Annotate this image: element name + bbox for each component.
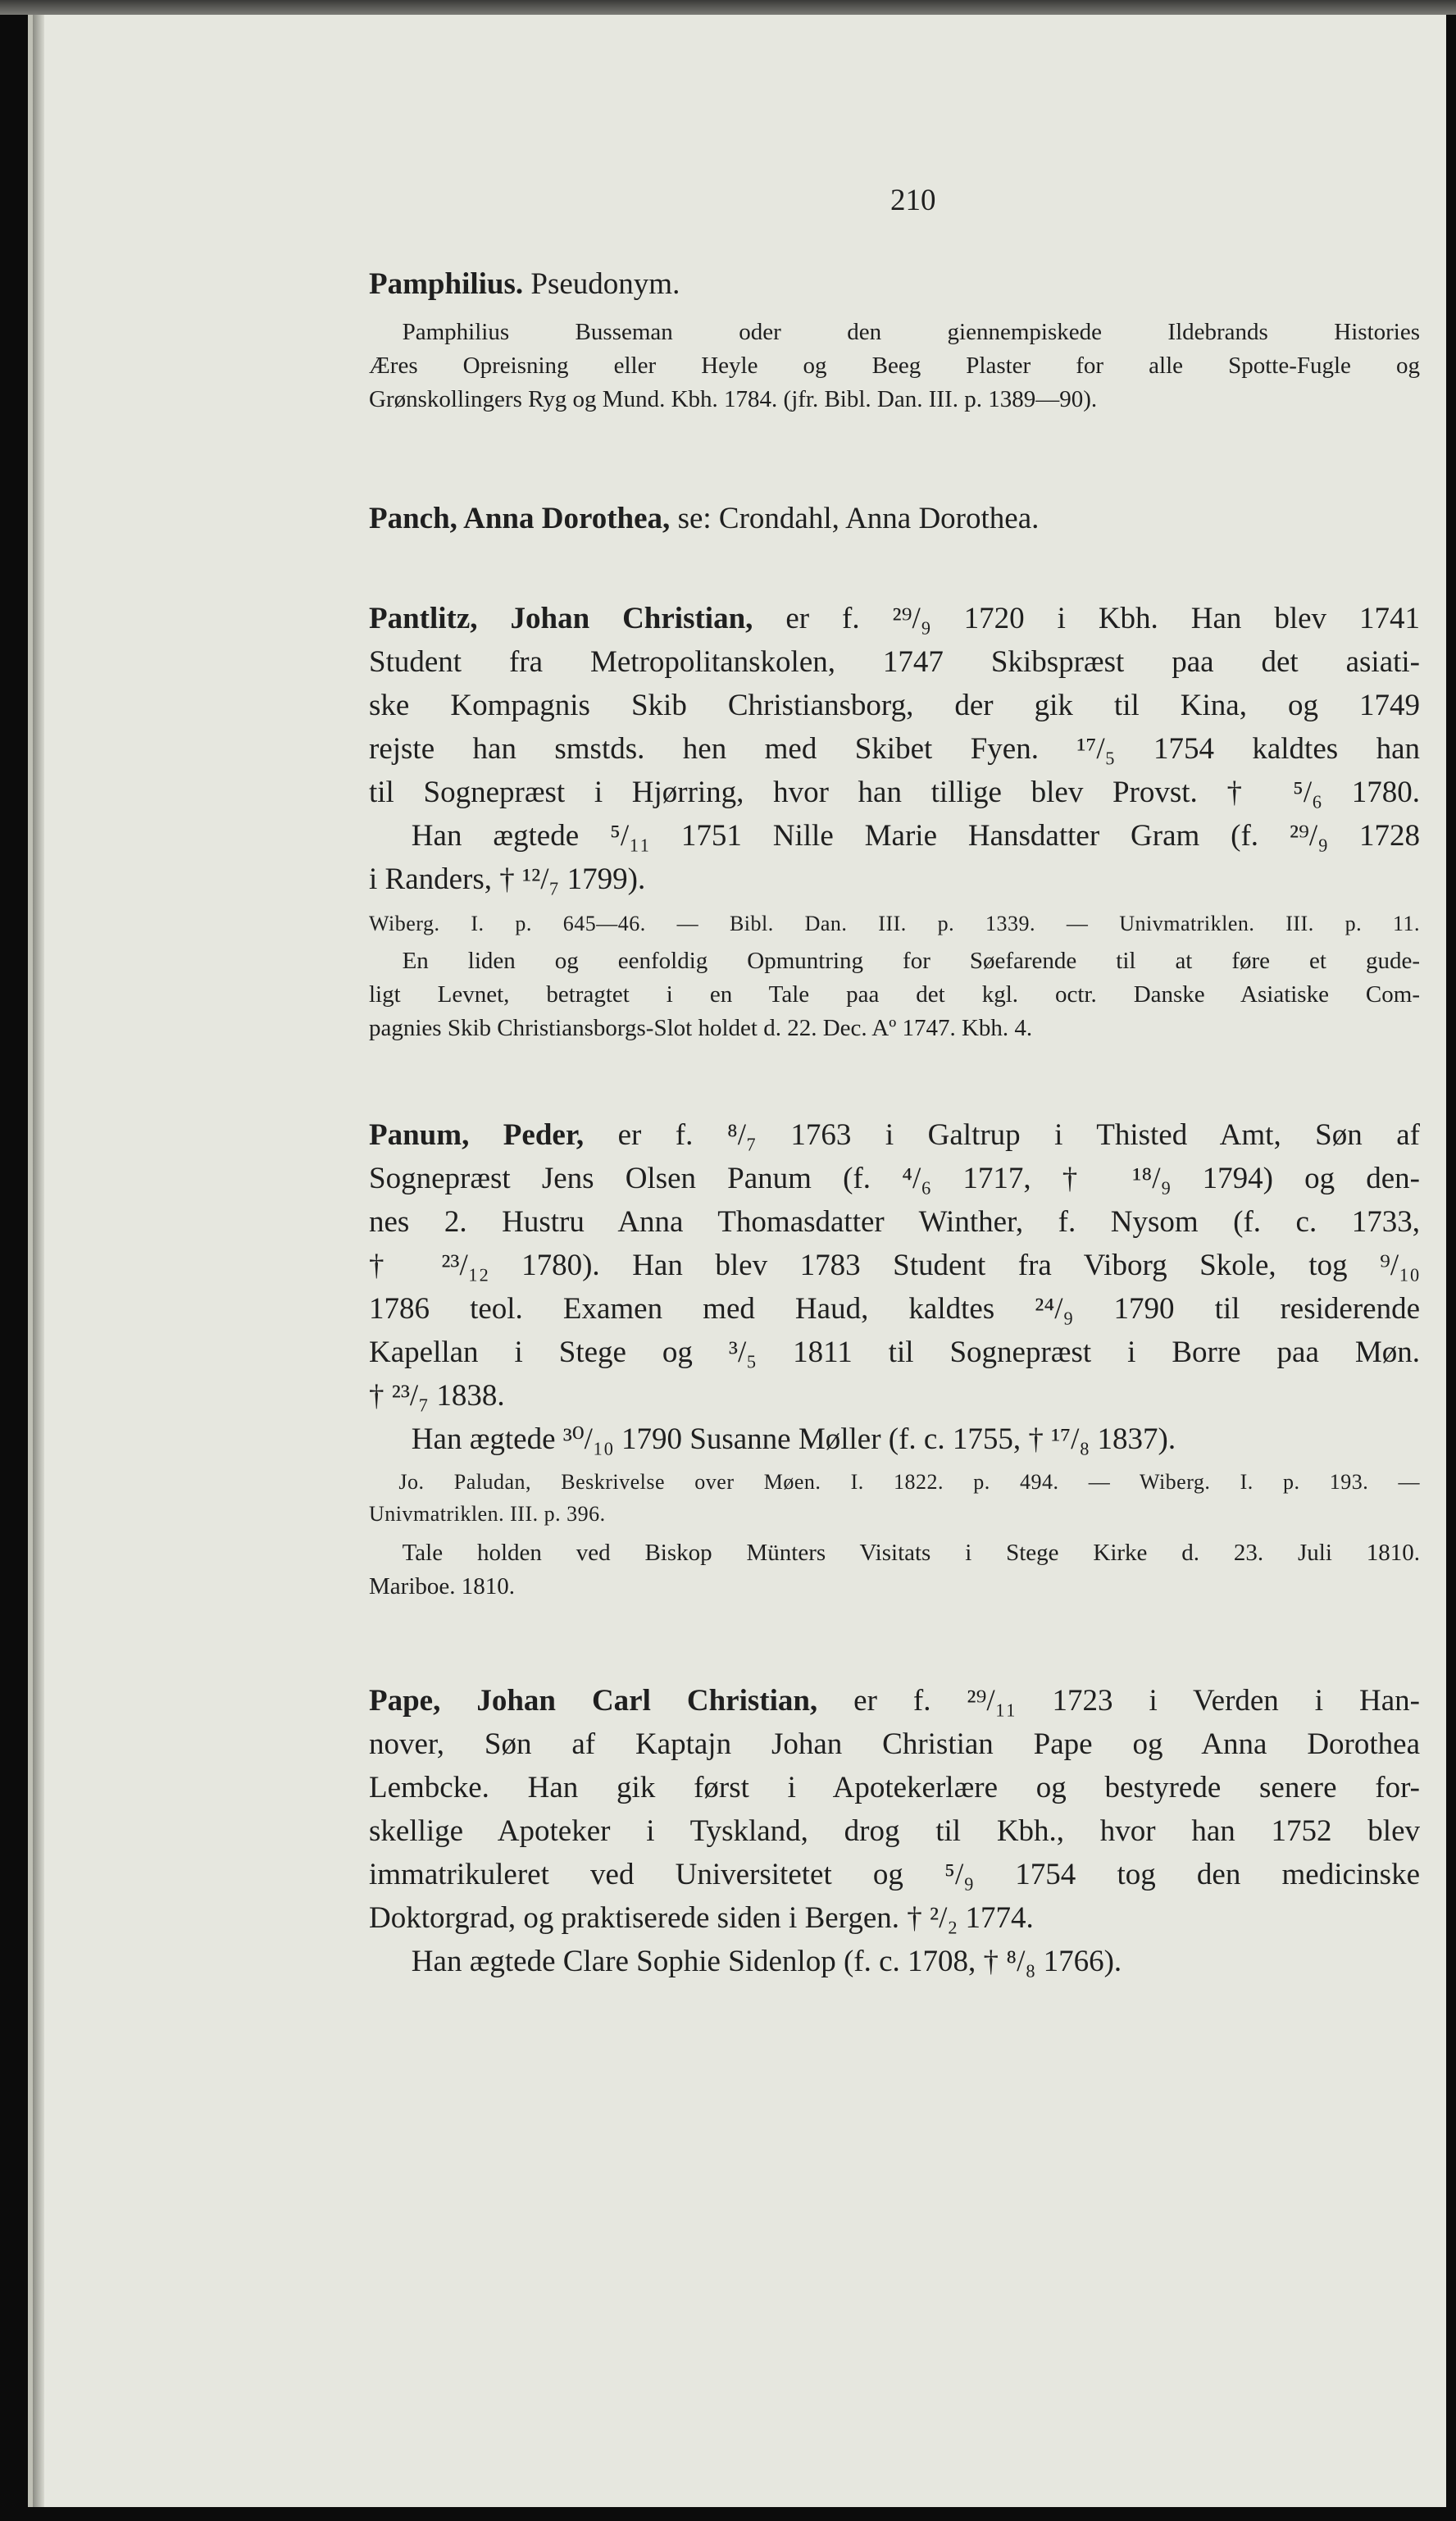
body-line: Han ægtede ³⁰/₁₀ 1790 Susanne Møller (f. c. 1755, † ¹⁷/₈ 1837). (411, 1422, 1176, 1456)
body-line: skellige Apoteker i Tyskland, drog til Kbh., hvor han 1752 blev (369, 1814, 1420, 1848)
headword: Panch, Anna Dorothea, (369, 502, 671, 535)
reference-line: Univmatriklen. III. p. 396. (369, 1502, 606, 1526)
title-line: Mariboe. 1810. (369, 1573, 515, 1600)
entry-text: er f. ⁸/₇ 1763 i Galtrup i Thisted Amt, Søn af (584, 1118, 1420, 1152)
headword: Panum, Peder, (369, 1118, 585, 1152)
body-line: i Randers, † ¹²/₇ 1799). (369, 862, 646, 896)
body-line: nes 2. Hustru Anna Thomasdatter Winther, f. Nysom (f. c. 1733, (369, 1205, 1420, 1239)
headword: Pamphilius. (369, 267, 524, 301)
body-line: 1786 teol. Examen med Haud, kaldtes ²⁴/₉ 1790 til residerende (369, 1292, 1420, 1326)
title-line: En liden og eenfoldig Opmuntring for Søefarende til at føre et gude- (402, 948, 1420, 974)
scan-top-edge (0, 0, 1456, 15)
body-line: † ²³/₁₂ 1780). Han blev 1783 Student fra Viborg Skole, tog ⁹/₁₀ (369, 1249, 1420, 1282)
body-line: Sognepræst Jens Olsen Panum (f. ⁴/₆ 1717, † ¹⁸/₉ 1794) og den- (369, 1162, 1420, 1195)
body-line: † ²³/₇ 1838. (369, 1379, 505, 1413)
entry-panch (369, 497, 1420, 540)
body-line: ske Kompagnis Skib Christiansborg, der gik til Kina, og 1749 (369, 689, 1420, 722)
book-page (28, 15, 1446, 2507)
title-line: Æres Opreisning eller Heyle og Beeg Plaster for alle Spotte-Fugle og (369, 353, 1420, 379)
entry-heading-line (369, 1679, 1420, 1722)
entry-heading-line (369, 1113, 1420, 1157)
page-number: 210 (890, 184, 936, 217)
body-line: Lembcke. Han gik først i Apotekerlære og bestyrede senere for- (369, 1771, 1420, 1804)
title-line: pagnies Skib Christiansborgs-Slot holdet d. 22. Dec. Aº 1747. Kbh. 4. (369, 1015, 1033, 1041)
page-gutter-shadow (33, 15, 44, 2507)
entry-panum (369, 1113, 1420, 1604)
entry-pamphilius (369, 262, 1420, 416)
body-line: til Sognepræst i Hjørring, hvor han tillige blev Provst. † ⁵/₆ 1780. (369, 776, 1420, 809)
title-line: ligt Levnet, betragtet i en Tale paa det kgl. octr. Danske Asiatiske Com- (369, 981, 1420, 1008)
body-line: nover, Søn af Kaptajn Johan Christian Pape og Anna Dorothea (369, 1727, 1420, 1761)
entry-text: se: Crondahl, Anna Dorothea. (670, 502, 1040, 535)
body-line: Han ægtede Clare Sophie Sidenlop (f. c. 1708, † ⁸/₈ 1766). (411, 1945, 1122, 1978)
reference-line: Wiberg. I. p. 645—46. — Bibl. Dan. III. p. 1339. — Univmatriklen. III. p. 11. (369, 912, 1420, 935)
title-line: Grønskollingers Ryg og Mund. Kbh. 1784. (jfr. Bibl. Dan. III. p. 1389—90). (369, 386, 1098, 412)
entry-heading-line (369, 597, 1420, 640)
reference-line: Jo. Paludan, Beskrivelse over Møen. I. 1822. p. 494. — Wiberg. I. p. 193. — (398, 1470, 1420, 1494)
headword: Pantlitz, Johan Christian, (369, 602, 753, 635)
title-line: Tale holden ved Biskop Münters Visitats i Stege Kirke d. 23. Juli 1810. (402, 1540, 1420, 1566)
body-line: Student fra Metropolitanskolen, 1747 Skibspræst paa det asiati- (369, 645, 1420, 679)
body-line: immatrikuleret ved Universitetet og ⁵/₉ 1754 tog den medicinske (369, 1858, 1420, 1891)
entry-heading-line (369, 262, 1420, 306)
body-line: Han ægtede ⁵/₁₁ 1751 Nille Marie Hansdatter Gram (f. ²⁹/₉ 1728 (411, 819, 1420, 853)
entry-text: Pseudonym. (523, 267, 680, 301)
entry-text: er f. ²⁹/₉ 1720 i Kbh. Han blev 1741 (753, 602, 1420, 635)
body-line: rejste han smstds. hen med Skibet Fyen. ¹⁷/₅ 1754 kaldtes han (369, 732, 1420, 766)
headword: Pape, Johan Carl Christian, (369, 1684, 818, 1718)
body-line: Doktorgrad, og praktiserede siden i Bergen. † ²/₂ 1774. (369, 1901, 1034, 1935)
entry-pantlitz (369, 597, 1420, 1045)
entry-heading-line (369, 497, 1420, 540)
title-line: Pamphilius Busseman oder den giennempiskede Ildebrands Histories (402, 319, 1420, 345)
body-line: Kapellan i Stege og ³/₅ 1811 til Sognepræst i Borre paa Møn. (369, 1336, 1420, 1369)
entry-text: er f. ²⁹/₁₁ 1723 i Verden i Han- (817, 1684, 1420, 1718)
entry-pape (369, 1679, 1420, 1983)
